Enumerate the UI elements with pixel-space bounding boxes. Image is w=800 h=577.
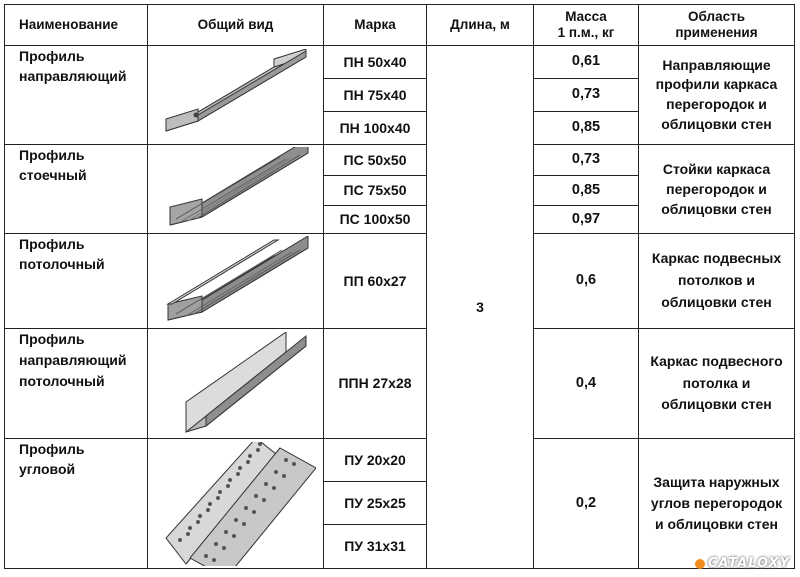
ceiling-profile-icon: [156, 236, 316, 326]
header-mass-line: 1 п.м., кг: [557, 25, 615, 40]
area-line: облицовки стен: [661, 115, 772, 132]
row1-area: [638, 45, 795, 145]
header-area: [638, 4, 795, 46]
name-line: Профиль: [19, 441, 85, 457]
u-channel-guide-profile-icon: [156, 49, 316, 141]
row2-area: [638, 144, 795, 234]
name-line: Профиль: [19, 236, 85, 252]
area-line: Каркас подвесных: [651, 250, 782, 267]
area-line: облицовки стен: [661, 396, 772, 413]
mark-text: ПП 60х27: [343, 272, 407, 289]
mass-text: 0,4: [575, 374, 597, 391]
row2-mass-2: [533, 175, 639, 206]
mark-text: ПС 50х50: [343, 151, 407, 168]
mark-text: ПС 75х50: [343, 182, 407, 199]
name-line: угловой: [19, 461, 76, 478]
header-area-line: применения: [675, 25, 758, 40]
row5-mark-2: [323, 481, 427, 525]
catalog-logo-icon: [695, 559, 705, 569]
row1-mark-2: [323, 78, 427, 112]
name-line: Профиль: [19, 331, 85, 347]
row2-mass-1: [533, 144, 639, 176]
row1-image: [147, 45, 324, 145]
area-line: облицовки стен: [661, 293, 772, 310]
mass-text: 0,6: [575, 272, 597, 289]
mass-text: 0,73: [571, 151, 601, 168]
name-line: потолочный: [19, 256, 105, 273]
area-line: перегородок и: [666, 96, 767, 112]
row4-mass: [533, 328, 639, 439]
mass-text: 0,73: [571, 86, 601, 103]
row4-name: [4, 328, 148, 439]
row1-mass-2: [533, 78, 639, 112]
mass-text: 0,97: [571, 210, 601, 227]
row4-area: [638, 328, 795, 439]
row1-name: [4, 45, 148, 145]
row1-mass-1: [533, 45, 639, 79]
name-line: Профиль: [19, 48, 85, 64]
area-line: Защита наружных: [653, 474, 780, 490]
area-line: Направляющие: [662, 56, 771, 73]
row4-image: [147, 328, 324, 439]
row2-mark-3: [323, 205, 427, 234]
mark-text: ПУ 25х25: [344, 494, 406, 511]
mass-text: 0,85: [571, 181, 601, 198]
header-view: [147, 4, 324, 46]
row5-mass: [533, 438, 639, 569]
row1-mark-3: [323, 111, 427, 145]
profiles-table: [4, 4, 795, 569]
mark-text: ПН 100х40: [339, 119, 411, 136]
header-name-text: Наименование: [19, 17, 119, 33]
row3-area: [638, 233, 795, 329]
header-name: [4, 4, 148, 46]
row2-mark-1: [323, 144, 427, 176]
header-length-text: Длина, м: [450, 17, 510, 33]
row5-mark-3: [323, 524, 427, 569]
row3-mass: [533, 233, 639, 329]
perforated-corner-profile-icon: [156, 442, 316, 566]
header-area-line: Область: [687, 9, 745, 25]
mass-text: 0,2: [575, 494, 597, 511]
header-length: [426, 4, 534, 46]
ceiling-guide-profile-icon: [156, 332, 316, 436]
name-line: направляющий: [19, 352, 127, 368]
row2-mark-2: [323, 175, 427, 206]
mass-text: 0,61: [571, 53, 601, 70]
header-mass-line: Масса: [565, 9, 607, 25]
mark-text: ПУ 31х31: [344, 538, 406, 555]
mark-text: ППН 27х28: [338, 375, 412, 392]
row2-name: [4, 144, 148, 234]
row5-name: [4, 438, 148, 569]
area-line: и облицовки стен: [655, 516, 778, 532]
area-line: Стойки каркаса: [662, 160, 771, 177]
area-line: потолков и: [678, 272, 755, 289]
header-view-text: Общий вид: [197, 17, 274, 33]
length-value: 3: [476, 298, 484, 315]
mark-text: ПС 100х50: [339, 211, 411, 228]
row3-name: [4, 233, 148, 329]
mark-text: ПН 75х40: [343, 86, 407, 103]
name-line: Профиль: [19, 147, 85, 163]
area-line: потолка и: [682, 374, 751, 391]
area-line: профили каркаса: [655, 76, 778, 93]
row1-mass-3: [533, 111, 639, 145]
header-mark-text: Марка: [354, 17, 396, 33]
name-line: стоечный: [19, 167, 87, 184]
row3-image: [147, 233, 324, 329]
c-channel-stud-profile-icon: [156, 147, 316, 231]
mark-text: ПУ 20х20: [344, 451, 406, 468]
area-line: Каркас подвесного: [650, 352, 783, 369]
length-cell: [426, 45, 534, 569]
row5-area: [638, 438, 795, 569]
row1-mark-1: [323, 45, 427, 79]
row5-image: [147, 438, 324, 569]
row3-mark: [323, 233, 427, 329]
area-line: углов перегородок: [650, 495, 783, 511]
watermark-logo: [695, 556, 790, 571]
name-line: потолочный: [19, 373, 105, 389]
row2-mass-3: [533, 205, 639, 234]
area-line: облицовки стен: [661, 201, 772, 218]
header-mark: [323, 4, 427, 46]
name-line: направляющий: [19, 68, 127, 85]
watermark-text: CATALOXY: [707, 556, 790, 571]
mark-text: ПН 50х40: [343, 53, 407, 70]
mass-text: 0,85: [571, 119, 601, 136]
row2-image: [147, 144, 324, 234]
area-line: перегородок и: [666, 180, 767, 197]
row5-mark-1: [323, 438, 427, 482]
header-mass: [533, 4, 639, 46]
row4-mark: [323, 328, 427, 439]
